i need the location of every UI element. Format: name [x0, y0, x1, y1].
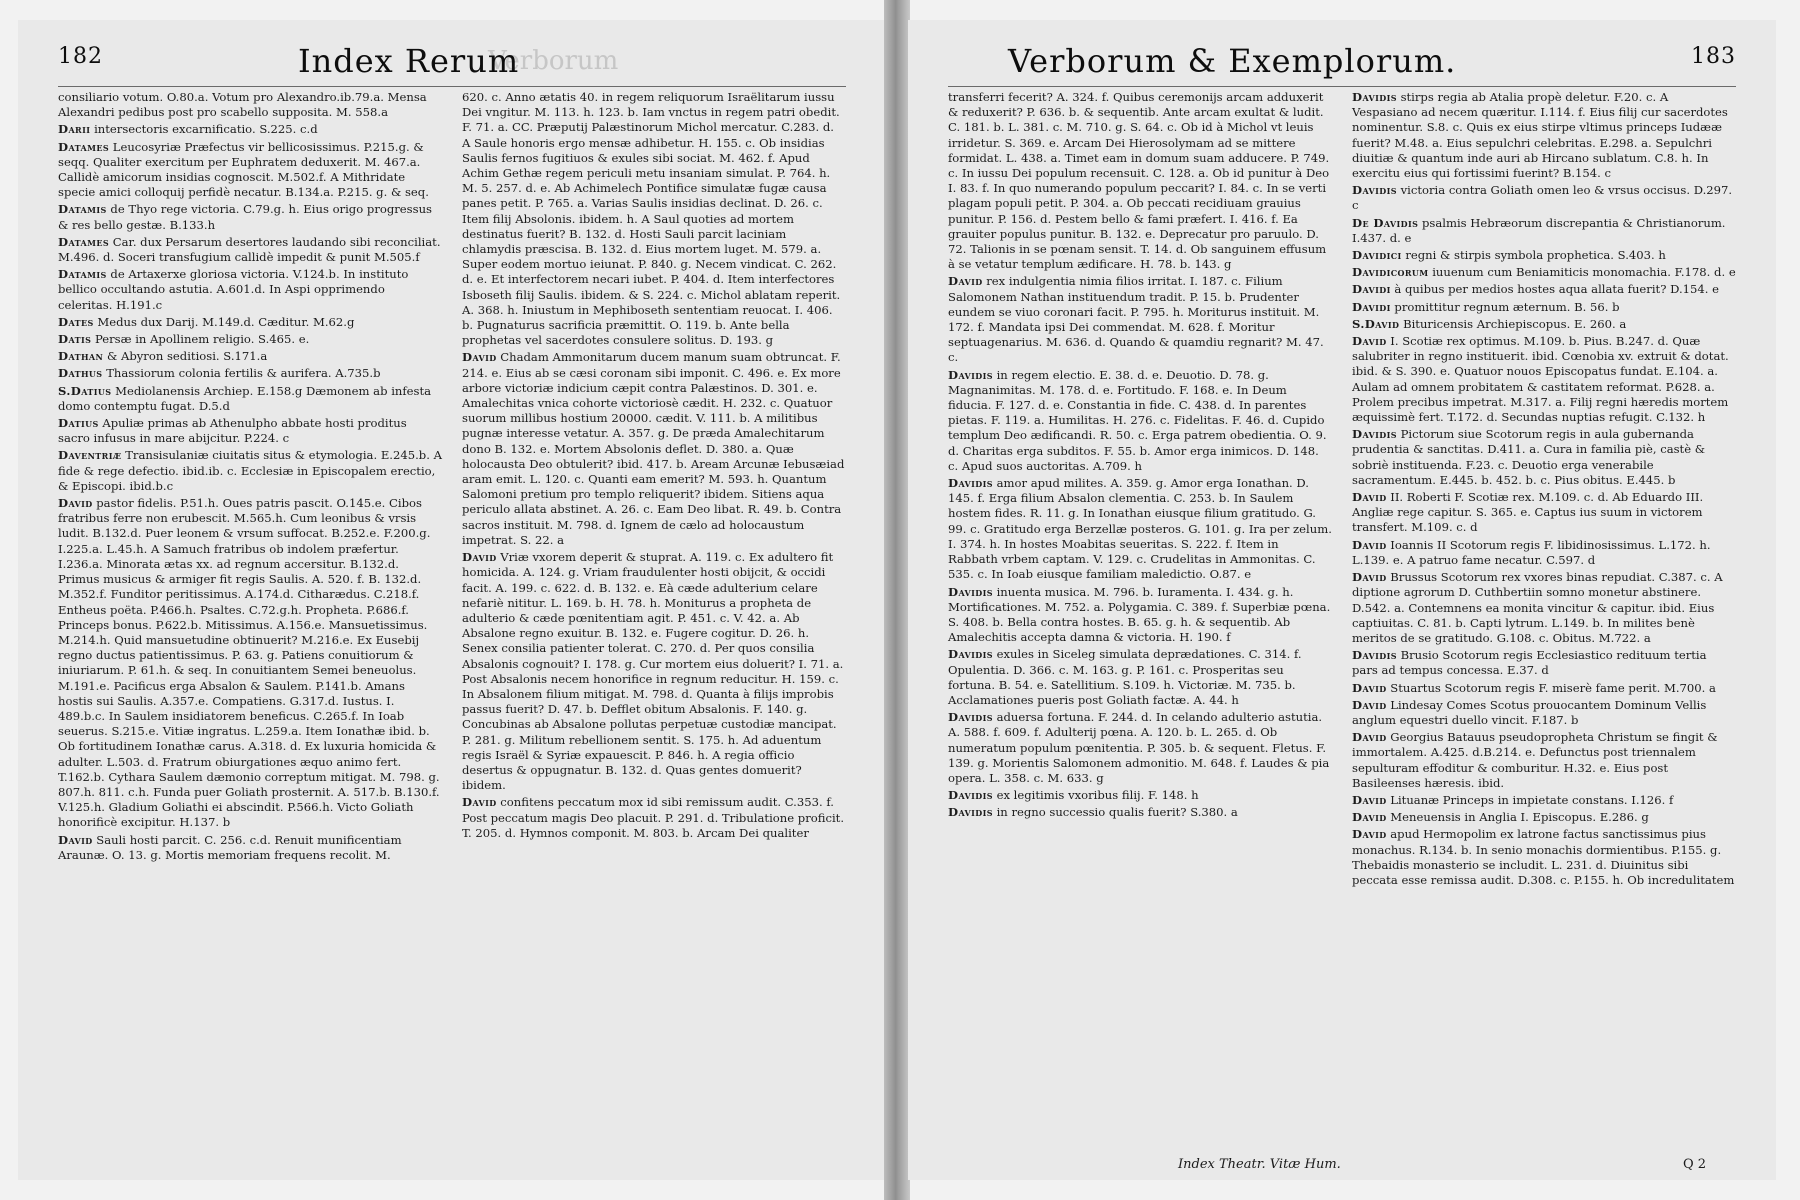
entry-text: Thassiorum colonia fertilis & aurifera. A.735.b — [106, 366, 381, 381]
entry-lemma: Davidis — [1352, 183, 1397, 198]
entry-lemma: David — [462, 795, 497, 810]
entry-text: exules in Siceleg simulata deprædationes. C. 314. f. Opulentia. D. 366. c. M. 163. g. P. 161. c. Prosperitas seu fortuna. B. 54. e. Satellitium. S.109. h. Victoriæ. M. 735. b. Acclamationes pueris post Goliath factæ. A. 44. h — [948, 647, 1302, 707]
entry-text: regni & stirpis symbola prophetica. S.403. h — [1405, 248, 1666, 263]
entry-lemma: Davidis — [948, 805, 993, 820]
entry-lemma: S.David — [1352, 316, 1400, 331]
index-entry — [58, 267, 442, 313]
entry-text: in regem electio. E. 38. d. e. Deuotio. D. 78. g. Magnanimitas. M. 178. d. e. Fortitudo. F. 168. e. In Deum fiducia. F. 127. d. e. Constantia in fide. C. 438. d. In parentes pietas. F. 119. a. Humilitas. H. 276. c. Fidelitas. F. 46. d. Cupido templum Deo ædificandi. R. 50. c. Erga patrem obedientia. O. 9. d. Charitas erga subditos. F. 55. b. Amor erga inimicos. D. 148. c. Apud suos auctoritas. A.709. h — [948, 367, 1327, 473]
index-entry — [1352, 265, 1736, 280]
entry-text: Leucosyriæ Præfectus vir bellicosissimus. P.215.g. & seqq. Qualiter exercitum per Euphratem deduxerit. M. 467.a. Callidè amicorum insidias cognoscit. M.502.f. A Mithridate specie amici colloquij perfidè necatur. B.134.a. P.215. g. & seq. — [58, 139, 429, 200]
entry-text: Medus dux Darij. M.149.d. Cæditur. M.62.g — [97, 314, 355, 329]
entry-text: Car. dux Persarum desertores laudando sibi reconciliat. M.496. d. Soceri transfugium callidè impedit & punit M.505.f — [58, 234, 441, 265]
entry-text: Apuliæ primas ab Athenulpho abbate hosti proditus sacro infusus in mare abijcitur. P.224. c — [58, 416, 407, 446]
entry-lemma: Datamis — [58, 202, 107, 217]
entry-text: apud Hermopolim ex latrone factus sanctissimus pius monachus. R.134. b. In senio monachis dormientibus. P.155. g. Thebaidis monasterio se includit. L. 231. d. Diuinitus sibi peccata esse remissa audit. D.308. c. P.155. h. Ob incredulitatem — [1352, 827, 1735, 887]
index-entry — [58, 349, 442, 364]
entry-text: I. Scotiæ rex optimus. M.109. b. Pius. B.247. d. Quæ salubriter in regno instituerit. ibid. Cœnobia xv. extruit & dotat. ibid. & S. 390. e. Quatuor nouos Episcopatus fundat. E.104. a. Aulam ad omnem probitatem & castitatem reformat. P.628. a. Prolem precibus impetrat. M.317. a. Filij regni hæredis mortem æquissimè fert. T.172. d. Secundas nuptias refugit. C.132. h — [1352, 334, 1729, 425]
entry-text: consiliario votum. O.80.a. Votum pro Alexandro.ib.79.a. Mensa Alexandri pedibus post pro scabello supposita. M. 558.a — [58, 90, 427, 120]
entry-lemma: David — [1352, 792, 1387, 807]
entry-lemma: David — [1352, 810, 1387, 825]
entry-text: Persæ in Apollinem religio. S.465. e. — [94, 332, 310, 347]
entry-text: Georgius Batauus pseudopropheta Christum se fingit & immortalem. A.425. d.B.214. e. Defunctus post triennalem sepulturam effoditur & comburitur. H.32. e. Eius post Basileenses hæresis. ibid. — [1352, 730, 1718, 790]
entry-lemma: David — [58, 832, 93, 847]
index-entry — [948, 805, 1332, 820]
entry-lemma: Davidi — [1352, 282, 1391, 297]
index-entry — [948, 90, 1332, 272]
index-entry — [1352, 730, 1736, 791]
entry-text: Transisulaniæ ciuitatis situs & etymologia. E.245.b. A fide & rege defectio. ibid.ib. c. Ecclesiæ in Episcopalem erectio, & Episcopi. ibid.b.c — [58, 448, 442, 493]
index-entry — [58, 448, 442, 494]
entry-lemma: Darii — [58, 122, 91, 137]
index-entry — [1352, 538, 1736, 568]
index-entry — [462, 90, 846, 348]
entry-text: aduersa fortuna. F. 244. d. In celando adulterio astutia. A. 588. f. 609. f. Adulterij pœna. A. 120. b. L. 265. d. Ob numeratum populum pœnitentia. P. 305. b. & sequent. Fletus. F. 139. g. Morientis Salomonem admonitio. M. 648. f. Laudes & pia opera. L. 358. c. M. 633. g — [948, 710, 1330, 785]
entry-text: Lindesay Comes Scotus prouocantem Dominum Vellis anglum equestri duello vincit. F.187. b — [1352, 697, 1707, 727]
entry-lemma: Datamis — [58, 267, 107, 282]
index-entry — [58, 833, 442, 863]
entry-text: à quibus per medios hostes aqua allata fuerit? D.154. e — [1394, 282, 1720, 297]
index-entry — [1352, 698, 1736, 728]
entry-lemma: David — [1352, 697, 1387, 712]
entry-text: victoria contra Goliath omen leo & vrsus occisus. D.297. c — [1352, 183, 1733, 213]
entry-lemma: Daventriæ — [58, 448, 122, 463]
entry-text: Ioannis II Scotorum regis F. libidinosissimus. L.172. h. L.139. e. A patruo fame necatur. C.597. d — [1352, 537, 1711, 567]
index-entry — [58, 384, 442, 414]
index-entry — [948, 788, 1332, 803]
index-entry — [1352, 570, 1736, 646]
entry-lemma: David — [1352, 490, 1387, 505]
index-entry — [58, 122, 442, 137]
entry-lemma: Davidis — [948, 367, 993, 382]
entry-text: stirps regia ab Atalia propè deletur. F.20. c. A Vespasiano ad necem quæritur. I.114. f. Eius filij cur sacerdotes nominentur. S.8. c. Quis ex eius stirpe vltimus princeps Iudææ fuerit? M.48. a. Eius sepulchri celebritas. E.298. a. Sepulchri diuitiæ & quantum inde auri ab Hircano sublatum. C.8. h. In exercitu eius qui fortissimi fuerint? B.154. c — [1352, 90, 1728, 181]
running-head-right — [948, 40, 1736, 87]
entry-text: de Artaxerxe gloriosa victoria. V.124.b. In instituto bellico occultando astutia. A.601.d. In Aspi opprimendo celeritas. H.191.c — [58, 267, 409, 312]
index-entry — [462, 350, 846, 548]
index-entry — [1352, 827, 1736, 888]
page-number: 182 — [58, 44, 103, 69]
entry-lemma: Dathus — [58, 366, 103, 381]
index-entry — [58, 315, 442, 330]
entry-lemma: Davidici — [1352, 248, 1402, 263]
entry-lemma: Davidis — [1352, 90, 1397, 104]
running-title: Index Rerum — [298, 42, 520, 80]
entry-lemma: David — [1352, 827, 1387, 842]
entry-lemma: Datis — [58, 332, 92, 347]
entry-lemma: Davidicorum — [1352, 265, 1429, 280]
index-entry — [948, 274, 1332, 365]
entry-text: inuenta musica. M. 796. b. Iuramenta. I. 434. g. h. Mortificationes. M. 752. a. Polygamia. C. 389. f. Superbiæ pœna. S. 408. b. Bella contra hostes. B. 65. g. h. & sequentib. Ab Amalechitis accepta damna & victoria. H. 190. f — [948, 584, 1331, 645]
entry-text: promittitur regnum æternum. B. 56. b — [1394, 299, 1620, 314]
entry-text: Stuartus Scotorum regis F. miserè fame perit. M.700. a — [1390, 680, 1716, 695]
entry-text: Bituricensis Archiepiscopus. E. 260. a — [1403, 316, 1627, 331]
entry-text: de Thyo rege victoria. C.79.g. h. Eius origo progressus & res bello gestæ. B.133.h — [58, 202, 432, 232]
index-entry — [58, 140, 442, 201]
entry-lemma: David — [1352, 680, 1387, 695]
entry-lemma: David — [462, 350, 497, 365]
index-entry — [1352, 810, 1736, 825]
index-entry — [1352, 216, 1736, 246]
index-entry — [948, 368, 1332, 474]
index-entry — [948, 476, 1332, 582]
index-entry — [462, 795, 846, 841]
entry-lemma: David — [462, 550, 497, 565]
index-entry — [1352, 183, 1736, 213]
entry-lemma: Davidis — [948, 584, 993, 599]
index-entry — [1352, 681, 1736, 696]
entry-lemma: S.Datius — [58, 383, 112, 398]
signature-mark: Q 2 — [1682, 1157, 1706, 1172]
index-entry — [58, 90, 442, 120]
entry-text: pastor fidelis. P.51.h. Oues patris pascit. O.145.e. Cibos fratribus ferre non erubescit. M.565.h. Cum leonibus & vrsis ludit. B.132.d. Puer leonem & vrsum suffocat. B.252.e. F.200.g. I.225.a. L.45.h. A Samuch fratribus ob indolem præfertur. I.236.a. Minorata ætas xx. ad regnum accersitur. B.132.d. Primus musicus & armiger fit regis Saulis. A. 520. f. B. 132.d. M.352.f. Funditor peritissimus. A.174.d. Citharædus. C.218.f. Entheus poëta. P.466.h. Psaltes. C.72.g.h. Propheta. P.686.f. Princeps bonus. P.622.b. Mitissimus. A.156.e. Mansuetissimus. M.214.h. Quid mansuetudine obtinuerit? M.216.e. Ex Eusebij regno ductus patientissimus. P. 63. g. Patiens conuitiorum & iniuriarum. P. 61.h. & seq. In conuitiantem Semei beneuolus. M.191.e. Pacificus erga Absalon & Saulem. P.141.b. Amans hostis sui Saulis. A.357.e. Compatiens. G.317.d. Iustus. I. 489.b.c. In Saulem insidiatorem beneficus. C.265.f. In Ioab seuerus. S.215.e. Vitiæ ingratus. L.259.a. Item Ionathæ ibid. b. Ob fortitudinem Ionathæ carus. A.318. d. Ex luxuria homicida & adulter. L.503. d. Fratrum obiurgationes æquo animo fert. T.162.b. Cythara Saulem dæmonio correptum mitigat. M. 798. g. 807.h. 811. c.h. Funda puer Goliath prosternit. A. 517.b. B.130.f. V.125.h. Gladium Goliathi ei abscindit. P.566.h. Victo Goliath honorificè excipitur. H.137. b — [58, 496, 440, 830]
entry-lemma: David — [1352, 730, 1387, 745]
index-entry — [1352, 282, 1736, 297]
index-entry — [948, 585, 1332, 646]
entry-text: Sauli hosti parcit. C. 256. c.d. Renuit munificentiam Araunæ. O. 13. g. Mortis memoriam frequens recolit. M. — [58, 832, 402, 862]
running-head-left — [58, 40, 846, 87]
entry-lemma: Davidis — [948, 647, 993, 662]
index-entry — [1352, 490, 1736, 536]
entry-lemma: Davidis — [1352, 648, 1397, 663]
entry-text: Brussus Scotorum rex vxores binas repudiat. C.387. c. A diptione agrorum D. Cuthbertiin somno monetur abstinere. D.542. a. Contemnens ea monita vincitur & capitur. ibid. Eius captiuitas. C. 81. b. Capti lytrum. L.149. b. In milites benè meritos de se gratitudo. G.108. c. Obitus. M.722. a — [1352, 570, 1723, 645]
entry-lemma: Davidis — [1352, 427, 1397, 442]
index-entry — [948, 647, 1332, 708]
entry-text: Brusio Scotorum regis Ecclesiastico redituum tertia pars ad tempus concessa. E.37. d — [1352, 648, 1707, 678]
entry-text: amor apud milites. A. 359. g. Amor erga Ionathan. D. 145. f. Erga filium Absalon clementia. C. 253. b. In Saulem hostem fides. R. 11. g. In Ionathan eiusque filium gratitudo. G. 99. c. Gratitudo erga Berzellæ posteros. G. 101. g. Ira per zelum. I. 374. h. In hostes Moabitas seueritas. S. 222. f. Item in Rabbath vrbem captam. V. 129. c. Crudelitas in Ammonitas. C. 535. c. In Ioab eiusque familiam maledictio. O.87. e — [948, 476, 1332, 582]
index-entry — [948, 710, 1332, 786]
entry-text: psalmis Hebræorum discrepantia & Christianorum. I.437. d. e — [1352, 215, 1726, 245]
entry-lemma: David — [1352, 537, 1387, 552]
entry-lemma: Davidis — [948, 710, 993, 725]
index-columns — [58, 90, 846, 1144]
entry-lemma: David — [1352, 334, 1387, 349]
entry-text: Lituanæ Princeps in impietate constans. I.126. f — [1390, 792, 1674, 807]
entry-text: confitens peccatum mox id sibi remissum audit. C.353. f. Post peccatum magis Deo placuit. P. 291. d. Tribulatione proficit. T. 205. d. Hymnos componit. M. 803. b. Arcam Dei qualiter — [462, 795, 845, 840]
entry-lemma: Dathan — [58, 349, 104, 364]
entry-text: Vriæ vxorem deperit & stuprat. A. 119. c. Ex adultero fit homicida. A. 124. g. Vriam fraudulenter hosti obijcit, & occidi facit. A. 199. c. 622. d. B. 132. e. Eà cæde adulterium celare nefariè nititur. L. 169. b. H. 78. h. Moniturus a propheta de adulterio & cæde pœnitentiam agit. P. 451. c. V. 42. a. Ab Absalone regno exuitur. B. 132. e. Fugere cogitur. D. 26. h. Senex consilia patienter tolerat. C. 270. d. Per quos consilia Absalonis cognouit? I. 178. g. Cur mortem eius doluerit? I. 71. a. Post Absalonis necem honorifice in regnum reducitur. H. 159. c. In Absalonem filium mitigat. M. 798. d. Quanta à filijs improbis passus fuerit? D. 47. b. Defflet obitum Absalonis. F. 140. g. Concubinas ab Absalone pollutas perpetuæ custodiæ mancipat. P. 281. g. Militum rebellionem sentit. S. 175. h. Ad aduentum regis Israël & Syriæ expauescit. P. 846. h. A regia officio desertus & oppugnatur. B. 132. d. Quas gentes domuerit? ibidem. — [462, 550, 844, 793]
entry-lemma: Davidis — [948, 476, 993, 491]
index-entry — [58, 332, 442, 347]
entry-text: iuuenum cum Beniamiticis monomachia. F.178. d. e — [1432, 265, 1736, 280]
footer-catchword: Index Theatr. Vitæ Hum. — [1178, 1157, 1341, 1172]
entry-text: Mediolanensis Archiep. E.158.g Dæmonem ab infesta domo contemptu fugat. D.5.d — [58, 383, 432, 413]
entry-text: transferri fecerit? A. 324. f. Quibus ceremonijs arcam adduxerit & reduxerit? P. 636. b. & sequentib. Ante arcam exultat & ludit. C. 181. b. L. 381. c. M. 710. g. S. 64. c. Ob id à Michol vt leuis irridetur. S. 369. e. Arcam Dei Hierosolymam ad se mittere formidat. L. 438. a. Timet eam in domum suam adducere. P. 749. c. In iussu Dei populum recensuit. C. 128. a. Ob id punitur à Deo I. 83. f. In quo numerando populum peccarit? I. 84. c. In se verti plagam populi petit. P. 304. a. Ob peccati recidiuam grauius punitur. P. 156. d. Pestem bello & fami præfert. I. 416. f. Ea grauiter populus punitur. B. 132. e. Deprecatur pro paruulo. D. 72. Talionis in se pœnam sensit. T. 14. d. Ob sanguinem effusum à se vetatur templum ædificare. H. 78. b. 143. g — [948, 90, 1330, 272]
book-gutter — [884, 0, 910, 1200]
entry-text: II. Roberti F. Scotiæ rex. M.109. c. d. Ab Eduardo III. Angliæ rege capitur. S. 365. e. Captus ius suum in victorem transfert. M.109. c. d — [1352, 490, 1704, 535]
index-entry — [1352, 334, 1736, 425]
entry-text: rex indulgentia nimia filios irritat. I. 187. c. Filium Salomonem Nathan instituendum tradit. P. 15. b. Prudenter eundem se viuo coronari facit. P. 795. h. Moriturus instituit. M. 172. f. Mandata ipsi Dei commendat. M. 628. f. Moritur septuagenarius. M. 636. d. Quando & quamdiu regnarit? M. 47. c. — [948, 274, 1324, 365]
running-title: Verborum & Exemplorum. — [1008, 42, 1457, 80]
entry-lemma: De Davidis — [1352, 215, 1419, 230]
index-entry — [1352, 248, 1736, 263]
entry-lemma: Davidis — [948, 788, 993, 803]
index-column — [462, 90, 846, 1144]
index-entry — [1352, 90, 1736, 181]
index-entry — [58, 202, 442, 232]
index-entry — [1352, 427, 1736, 488]
index-entry — [462, 550, 846, 793]
entry-lemma: Dates — [58, 314, 94, 329]
index-entry — [58, 416, 442, 446]
entry-lemma: Datames — [58, 139, 110, 154]
page-number: 183 — [1691, 44, 1736, 69]
entry-text: 620. c. Anno ætatis 40. in regem reliquorum Israëlitarum iussu Dei vngitur. M. 113. h. 123. b. Iam vnctus in regem patri obedit. F. 71. a. CC. Præputij Palæstinorum Michol mercatur. C.283. d. A Saule honoris ergo mensæ adhibetur. H. 155. c. Ob insidias Saulis fernos fugitiuos & exules sibi sociat. M. 462. f. Apud Achim Gethæ regem periculi metu insaniam simulat. P. 764. h. M. 5. 257. d. e. Ab Achimelech Pontifice simulatæ fugæ causa panes petit. P. 765. a. Varias Saulis insidias declinat. D. 26. c. Item filij Absolonis. ibidem. h. A Saul quoties ad mortem destinatus fuerit? B. 132. d. Hosti Sauli parcit laciniam chlamydis præscisa. B. 132. d. Eius mortem luget. M. 579. a. Super eodem mortuo ieiunat. P. 840. g. Necem vindicat. C. 262. d. e. Et interfectorem necari iubet. P. 404. d. Item interfectores Isboseth filij Saulis. ibidem. & S. 224. c. Michol ablatam reperit. A. 368. h. Iniustum in Mephiboseth sententiam reuocat. I. 406. b. Pugnaturus sacrificia præmittit. O. 119. b. Ante bella prophetas vel sacerdotes consulere solitus. D. 193. g — [462, 90, 841, 348]
index-entry — [1352, 648, 1736, 678]
show-through-text: Verborum — [488, 46, 619, 76]
index-entry — [1352, 317, 1736, 332]
index-entry — [58, 235, 442, 265]
entry-lemma: Datius — [58, 416, 99, 431]
entry-text: Pictorum siue Scotorum regis in aula gubernanda prudentia & sanctitas. D.411. a. Cura in familia piè, castè & sobriè instituenda. F.23. c. Deuotio erga venerabile sacramentum. E.445. b. 452. b. c. Pius obitus. E.445. b — [1352, 427, 1706, 487]
entry-text: intersectoris excarnificatio. S.225. c.d — [94, 122, 318, 137]
index-column — [58, 90, 442, 1144]
index-entry — [58, 366, 442, 381]
entry-text: in regno successio qualis fuerit? S.380. a — [996, 805, 1238, 820]
entry-lemma: Datames — [58, 234, 110, 249]
entry-lemma: David — [58, 496, 93, 511]
left-page — [18, 20, 886, 1180]
entry-lemma: David — [1352, 570, 1387, 585]
index-entry — [1352, 300, 1736, 315]
entry-text: Chadam Ammonitarum ducem manum suam obtruncat. F. 214. e. Eius ab se cæsi coronam sibi imponit. C. 496. e. Ex more arbore victoriæ indicium cæpit contra Palæstinos. D. 301. e. Amalechitas vnica cohorte victoriosè cædit. H. 232. c. Quatuor suorum millibus hostium 20000. cædit. V. 111. b. A militibus pugnæ interesse vetatur. A. 357. g. De præda Amalechitarum dono B. 132. e. Mortem Absolonis deflet. D. 380. a. Quæ holocausta Deo obtulerit? ibid. 417. b. Aream Arcunæ Iebusæiad aram emit. L. 120. c. Quanti eam emerit? M. 593. h. Quantum Salomoni pretium pro templo reliquerit? ibidem. Sitiens aqua periculo allata abstinet. A. 26. c. Eam Deo libat. R. 49. b. Contra sacros instituit. M. 798. d. Ignem de cælo ad holocaustum impetrat. S. 22. a — [462, 350, 845, 547]
index-entry — [58, 496, 442, 830]
right-page — [908, 20, 1776, 1180]
entry-text: ex legitimis vxoribus filij. F. 148. h — [996, 788, 1199, 803]
index-entry — [1352, 793, 1736, 808]
entry-lemma: Davidi — [1352, 299, 1391, 314]
entry-lemma: David — [948, 274, 983, 289]
index-columns — [948, 90, 1736, 1144]
entry-text: & Abyron seditiosi. S.171.a — [106, 349, 268, 364]
index-column — [948, 90, 1332, 1144]
entry-text: Meneuensis in Anglia I. Episcopus. E.286. g — [1390, 810, 1649, 825]
index-column — [1352, 90, 1736, 1144]
